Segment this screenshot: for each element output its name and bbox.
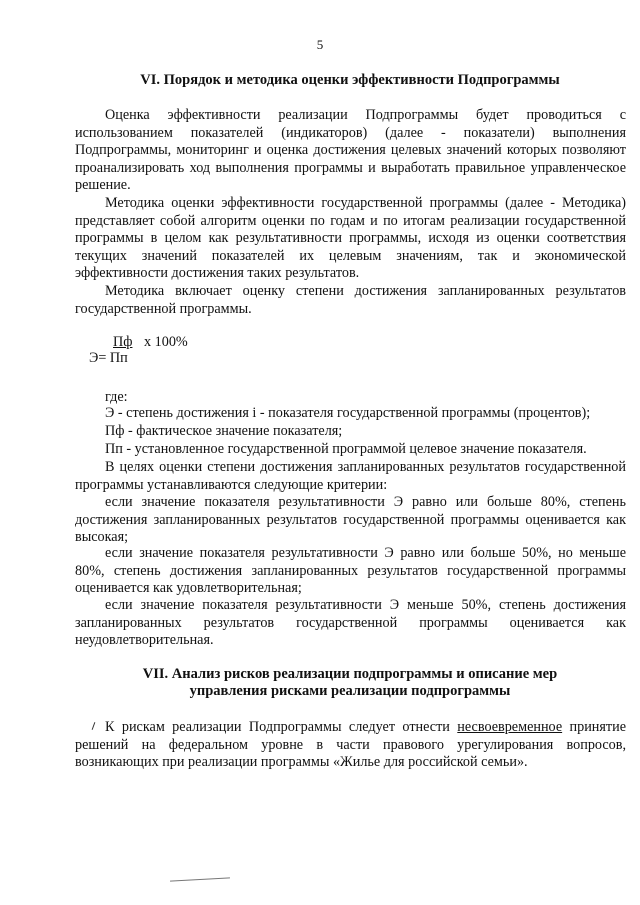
scan-stroke — [170, 877, 230, 881]
section-6-heading: VI. Порядок и методика оценки эффективности Подпрограммы — [140, 72, 560, 88]
section-7-heading-line-1: VII. Анализ рисков реализации подпрограммы и описание мер — [142, 666, 558, 682]
section-7-paragraph-1-start: К рискам реализации Подпрограммы следует отнести — [105, 719, 450, 735]
section-6-paragraph-2: Методика оценки эффективности государственной программы (далее - Методика) представляет собой алгоритм оценки по годам и по итогам реализации государственной программы в целом как результативности программы, исходя из оценки соответствия текущих значений показателей их целевым значениям, так и экономической эффективности достижения таких результатов. — [75, 195, 626, 282]
definition-pf: Пф - фактическое значение показателя; — [105, 423, 343, 439]
criterion-high: если значение показателя результативности Э равно или больше 80%, степень достижения запланированных результатов государственной программы оценивается как высокая; — [75, 494, 626, 546]
section-7-paragraph-1 — [75, 719, 626, 772]
criterion-satisfactory: если значение показателя результативности Э равно или больше 50%, но меньше 80%, степень достижения запланированных результатов государственной программы оценивается как удовлетворительная; — [75, 545, 626, 597]
definition-e: Э - степень достижения i - показателя государственной программы (процентов); — [105, 405, 591, 421]
section-6-paragraph-4: В целях оценки степени достижения запланированных результатов государственной программы устанавливаются следующие критерии: — [75, 459, 626, 493]
page-number: 5 — [316, 37, 324, 52]
definition-pp: Пп - установленное государственной программой целевое значение показателя. — [105, 441, 587, 457]
underlined-word: несвоевременное — [457, 719, 563, 735]
section-7-heading-line-2: управления рисками реализации подпрограммы — [189, 683, 511, 699]
formula-numerator: Пф — [113, 334, 133, 350]
formula-multiplier: x 100% — [144, 334, 188, 350]
criterion-unsatisfactory: если значение показателя результативности Э меньше 50%, степень достижения запланированных результатов государственной программы оценивается как неудовлетворительная. — [75, 597, 626, 649]
section-7-paragraph-1-rest: принятие решений на федеральном уровне в части правового урегулирования вопросов, возникающих при реализации программы «Жилье для российской семьи». — [75, 719, 627, 771]
section-6-paragraph-1: Оценка эффективности реализации Подпрограммы будет проводиться с использованием показателей (индикаторов) (далее - показатели) выполнения Подпрограммы, мониторинг и оценка достижения целевых значений которых позволяют проанализировать ход выполнения программы и выработать правильное управленческое решение. — [75, 107, 626, 194]
where-label: где: — [105, 389, 128, 405]
section-6-paragraph-3: Методика включает оценку степени достижения запланированных результатов государственной программы. — [75, 283, 626, 317]
formula-lhs: Э= Пп — [89, 350, 128, 366]
